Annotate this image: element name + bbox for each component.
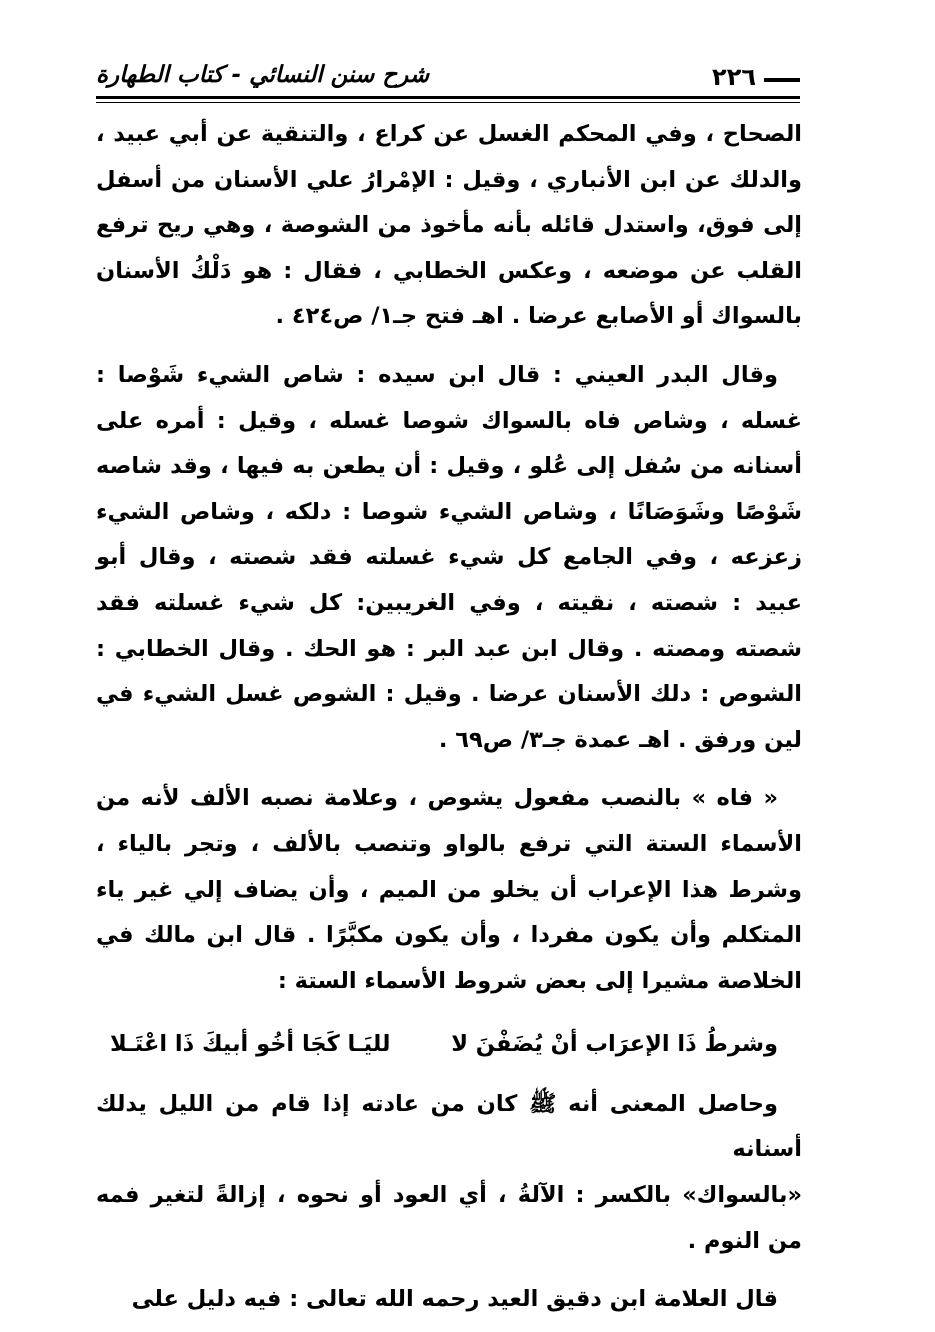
header-rule: [96, 96, 800, 99]
paragraph-siwak-text: بالكسر : الآلةُ ، أي العود أو نحوه ، إزالةً لتغير فمه من النوم .: [96, 1182, 802, 1254]
verse-first-hemistich: وشرطُ ذَا الإعرَاب أنْ يُضَفْنَ لا: [451, 1031, 778, 1058]
page-header: [96, 58, 800, 102]
verse-second-hemistich: لليَـا كَجَا أخُو أبيكَ ذَا اعْتَـلا: [110, 1031, 391, 1058]
header-dash: [764, 78, 800, 82]
keyword-siwak: «بالسواك»: [682, 1182, 802, 1209]
keyword-fahu: « فاه »: [691, 785, 779, 812]
paragraph-siwak: [96, 1173, 802, 1264]
paragraph-fahu: [96, 776, 802, 1004]
page-body: [96, 112, 802, 1323]
paragraph-meaning: وحاصل المعنى أنه ﷺ كان من عادته إذا قام من الليل يدلك أسنانه: [96, 1090, 802, 1163]
paragraph-badr-aini: وقال البدر العيني : قال ابن سيده : شاص الشيء شَوْصا : غسله ، وشاص فاه بالسواك شوصا غسله ، وقيل : أمره على أسنانه من سُفل إلى عُلو ، وقيل : أن يطعن به فيها ، وقد شاصه شَوْصًا وشَوَصَانًا ، وشاص الشيء شوصا : دلكه ، وشاص الشيء زعزعه ، وفي الجامع كل شيء غسلته فقد شصته ، وقال أبو عبيد : شصته ، نقيته ، وفي الغريبين: كل شيء غسلته فقد شصته ومصته . وقال ابن عبد البر : هو الحك . وقال الخطابي : الشوص : دلك الأسنان عرضا . وقيل : الشوص غسل الشيء في لين ورفق . اهـ عمدة جـ٣/ ص٦٩ .: [96, 361, 802, 753]
paragraph-fahu-text: بالنصب مفعول يشوص ، وعلامة نصبه الألف لأنه من الأسماء الستة التي ترفع بالواو وتنصب بالألف ، وتجر بالياء ، وشرط هذا الإعراب أن يخلو من الميم ، وأن يضاف إلي غير ياء المتكلم وأن يكون مفردا ، وأن يكون مكبَّرًا . قال ابن مالك في الخلاصة مشيرا إلى بعض شروط الأسماء الستة :: [96, 785, 802, 994]
header-rule-thin: [96, 102, 800, 103]
paragraph-ibn-daqiq: قال العلامة ابن دقيق العيد رحمه الله تعالى : فيه دليل على: [131, 1286, 778, 1313]
running-title: شرح سنن النسائي - كتاب الطهارة: [96, 62, 430, 88]
poetry-verse: [96, 1022, 778, 1068]
page-number: ٢٢٦: [712, 63, 756, 91]
paragraph-sihah: الصحاح ، وفي المحكم الغسل عن كراع ، والتنقية عن أبي عبيد ، والدلك عن ابن الأنباري ، وقيل : الإمْرارُ علي الأسنان من أسفل إلى فوق، واستدل قائله بأنه مأخوذ من الشوصة ، وهي ريح ترفع القلب عن موضعه ، وعكس الخطابي ، فقال : هو دَلْكُ الأسنان بالسواك أو الأصابع عرضا . اهـ فتح جـ١/ ص٤٢٤ .: [96, 121, 802, 330]
